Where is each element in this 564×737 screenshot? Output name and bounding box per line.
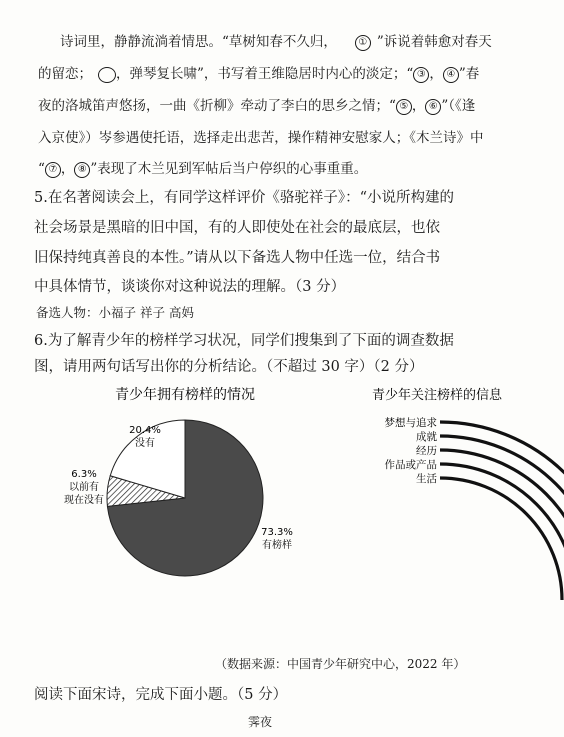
arc-label-works: 作品或产品 (384, 459, 437, 471)
slice-label-has: 有榜样 (262, 540, 292, 551)
text: “ (38, 161, 45, 177)
pie-chart-title: 青少年拥有榜样的情况 (115, 387, 255, 403)
arc-label-life: 生活 (416, 473, 437, 485)
slice-label-value-has: 73.3% (261, 527, 293, 538)
text: 夜的洛城笛声悠扬，一曲《折柳》牵动了李白的思乡之情；“ (38, 98, 396, 114)
text: ， (429, 66, 443, 82)
text: ， (411, 98, 426, 114)
text: ，弹琴复长啸”，书写着王维隐居时内心的淡定；“ (116, 66, 414, 82)
arc-label-dream: 梦想与追求 (384, 417, 437, 429)
data-source: （数据来源：中国青少年研究中心，2022 年） (215, 657, 466, 671)
blank-number-5: ⑤ (396, 99, 412, 115)
text: ”表现了木兰见到军帖后当户停织的心事重重。 (90, 161, 368, 177)
arcs-chart-title: 青少年关注榜样的信息 (371, 388, 503, 403)
q6-line-1: 6.为了解青少年的榜样学习状况，同学们搜集到了下面的调查数据 (34, 333, 454, 349)
blank-number-7: ⑦ (45, 162, 61, 178)
poem-title: 霁夜 (248, 715, 273, 729)
text: 诗词里，静静流淌着情思。 (60, 34, 222, 50)
slice-label-value-none: 20.4% (129, 425, 161, 436)
text: 入京使》）岑参遇使托语，选择走出悲苦，操作精神安慰家人；《木兰诗》中 (38, 130, 484, 146)
arc-label-experience: 经历 (416, 445, 437, 457)
blank-number-6: ⑥ (425, 99, 441, 115)
text-line-3 (38, 94, 475, 115)
slice-label-none: 没有 (135, 438, 155, 449)
pie-chart (0, 380, 320, 610)
q5-line-1: 5.在名著阅读会上，有同学这样评价《骆驼祥子》：“小说所构建的 (34, 190, 454, 206)
blank-number-4: ④ (443, 67, 459, 83)
blank-number-2 (98, 67, 116, 83)
arc-line-2 (440, 436, 564, 600)
arcs-chart (340, 380, 564, 610)
text: 的留恋； (38, 66, 92, 82)
slice-label-value-former: 6.3% (71, 469, 97, 480)
text: ”诉说着韩愈对春天 (376, 34, 492, 50)
q5-line-4: 中具体情节，谈谈你对这种说法的理解。（3 分） (34, 279, 346, 295)
text: ”春 (458, 66, 480, 82)
q5-line-3: 旧保持纯真善良的本性。”请从以下备选人物中任选一位，结合书 (34, 250, 441, 266)
text: ， (60, 161, 75, 177)
slice-label-former-1: 以前有 (69, 482, 99, 493)
blank-number-8: ⑧ (74, 162, 90, 178)
q7-instruction: 阅读下面宋诗，完成下面小题。（5 分） (34, 687, 288, 703)
arc-line-4 (440, 464, 564, 600)
text: ”（《逢 (441, 98, 476, 114)
text: “草树知春不久归， (222, 34, 337, 50)
q6-line-2: 图，请用两句话写出你的分析结论。（不超过 30 字）（2 分） (34, 359, 424, 375)
text-line-5 (38, 157, 367, 178)
slice-label-former-2: 现在没有 (64, 495, 104, 506)
arc-label-achievement: 成就 (416, 431, 437, 443)
text-line-1 (60, 30, 492, 51)
text-line-2 (38, 62, 479, 83)
arc-line-5 (440, 478, 562, 600)
q5-line-2: 社会场景是黑暗的旧中国，有的人即使处在社会的最底层，也依 (34, 220, 440, 236)
text-line-4 (38, 126, 484, 146)
blank-number-3: ③ (413, 67, 429, 83)
q5-candidates: 备选人物：小福子 祥子 高妈 (36, 305, 194, 320)
blank-number-1: ① (355, 35, 371, 51)
